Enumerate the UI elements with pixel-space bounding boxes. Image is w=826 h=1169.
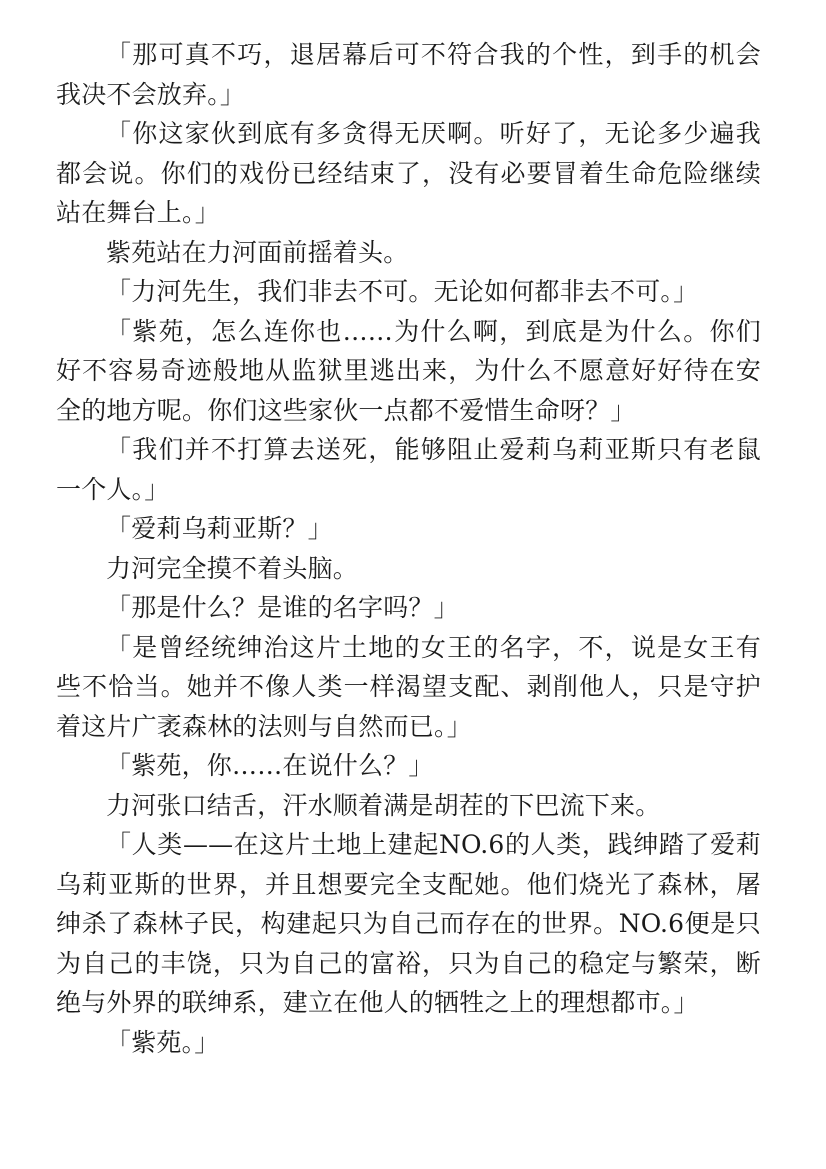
paragraph-6: 「我们并不打算去送死，能够阻止爱莉乌莉亚斯只有老鼠一个人。」 (56, 435, 761, 504)
paragraph-3: 紫苑站在力河面前摇着头。 (106, 237, 409, 267)
paragraph-13: 「人类——在这片土地上建起NO.6的人类，践绅踏了爱莉乌莉亚斯的世界，并且想要完全支配她。他们烧光了森林，屠绅杀了森林子民，构建起只为自己而存在的世界。NO.6便是只为自己的丰饶，只为自己的富裕，只为自己的稳定与繁荣，断绝与外界的联绅系，建立在他人的牺牲之上的理想都市。」 (56, 830, 761, 1017)
paragraph-4: 「力河先生，我们非去不可。无论如何都非去不可。」 (106, 277, 699, 306)
body-text (56, 35, 761, 1062)
paragraph-8: 力河完全摸不着头脑。 (106, 553, 359, 583)
paragraph-12: 力河张口结舌，汗水顺着满是胡茬的下巴流下来。 (106, 790, 661, 820)
paragraph-10: 「是曾经统绅治这片土地的女王的名字，不，说是女王有些不恰当。她并不像人类一样渴望支配、剥削他人，只是守护着这片广袤森林的法则与自然而已。」 (56, 632, 761, 741)
paragraph-11: 「紫苑，你……在说什么？」 (106, 751, 434, 780)
paragraph-7: 「爱莉乌莉亚斯？」 (106, 514, 333, 543)
paragraph-2: 「你这家伙到底有多贪得无厌啊。听好了，无论多少遍我都会说。你们的戏份已经结束了，没有必要冒着生命危险继续站在舞台上。」 (56, 119, 761, 227)
paragraph-1: 「那可真不巧，退居幕后可不符合我的个性，到手的机会我决不会放弃。」 (56, 40, 761, 109)
paragraph-5: 「紫苑，怎么连你也……为什么啊，到底是为什么。你们好不容易奇迹般地从监狱里逃出来，为什么不愿意好好待在安全的地方呢。你们这些家伙一点都不爱惜生命呀？」 (56, 316, 761, 425)
paragraph-14: 「紫苑。」 (106, 1027, 220, 1057)
paragraph-9: 「那是什么？是谁的名字吗？」 (106, 593, 459, 622)
